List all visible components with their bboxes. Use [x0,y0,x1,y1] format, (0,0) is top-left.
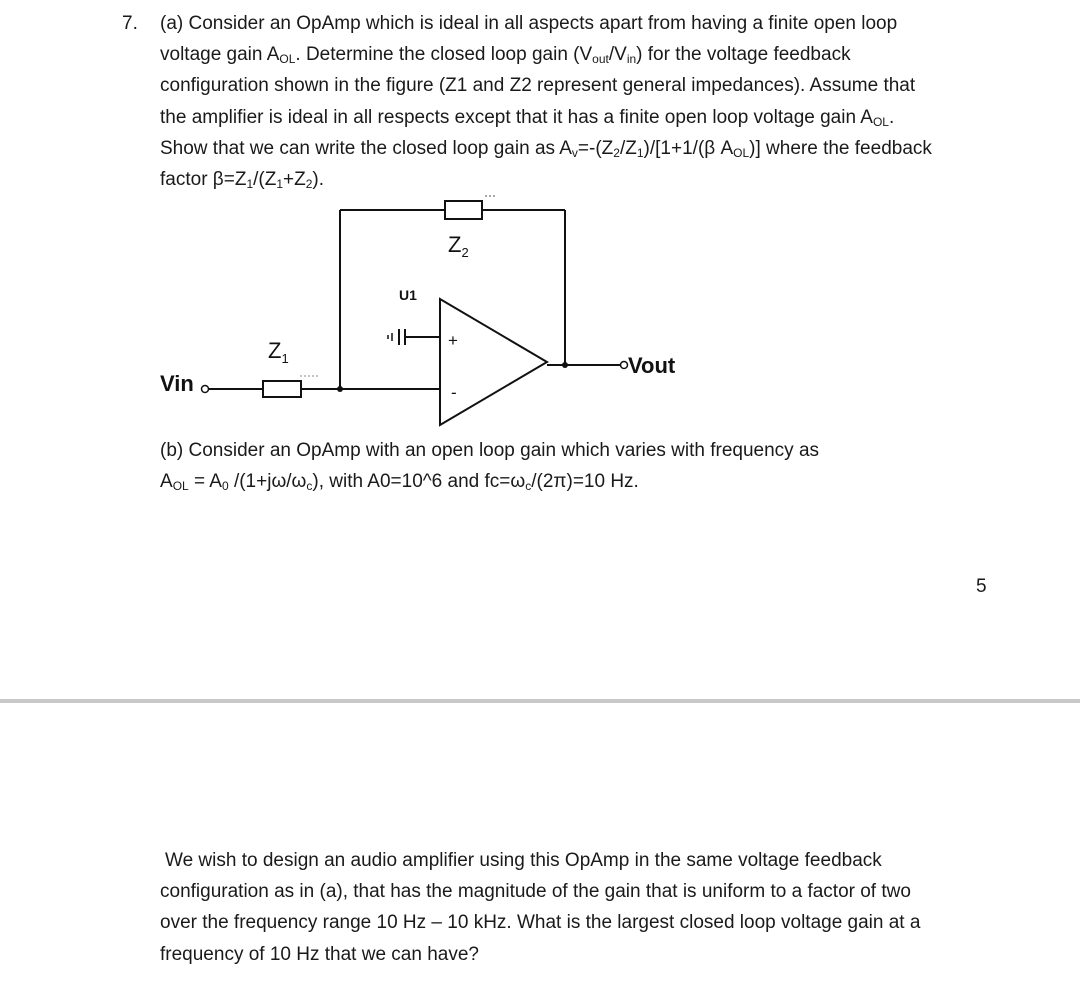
page-number: 5 [976,576,987,597]
z2-resistor [445,201,482,219]
u1-label: U1 [399,287,417,303]
part-a-line-1: (a) Consider an OpAmp which is ideal in all aspects apart from having a finite open loop [160,13,898,34]
z2-label: $Z_2$ [448,232,469,260]
part-a-line-5: Show that we can write the closed loop gain as $A_v=-(Z_2/Z_1)/[1+1/(\beta$ $A_{OL}$)] where the feedback [160,137,932,160]
part-a-line-3: configuration shown in the figure (Z1 and Z2 represent general impedances). Assume that [160,75,916,97]
part-c-line-3: over the frequency range 10 Hz – 10 kHz. What is the largest closed loop voltage gain at a [160,912,921,934]
vout-terminal [621,362,628,369]
page-divider [0,699,1080,703]
question-number: 7. [122,13,138,34]
part-a-line-2: voltage gain $A_{OL}$. Determine the closed loop gain $(V_{out}/V_{in})$ for the voltage feedback [160,44,851,67]
part-a-line-4: the amplifier is ideal in all respects except that it has a finite open loop voltage gain $A_{OL}$. [160,106,895,129]
minus-sign: - [451,383,457,402]
output-node-dot [562,362,568,368]
z1-label: $Z_1$ [268,338,289,366]
part-b-line-2: $A_{OL} = A_0$ $/(1+j\omega/\omega_c)$, with A0=10^6 and $fc=\omega_c/(2\pi)=10$ Hz. [160,471,639,494]
vin-terminal [202,386,209,393]
input-node-dot [337,386,343,392]
plus-sign: + [448,331,458,350]
vout-label: Vout [628,353,676,378]
part-c-line-4: frequency of 10 Hz that we can have? [160,943,479,965]
z1-resistor [263,381,301,397]
vin-label: Vin [160,371,194,396]
part-a-line-6: factor $\beta=Z_1/(Z_1+Z_2)$. [160,169,325,192]
part-b-text [160,435,819,497]
opamp-triangle [440,299,547,425]
part-b-line-1: (b) Consider an OpAmp with an open loop gain which varies with frequency as [160,440,820,461]
part-c-text [160,845,920,970]
part-c-line-1: We wish to design an audio amplifier using this OpAmp in the same voltage feedback [165,850,882,871]
part-c-line-2: configuration as in (a), that has the magnitude of the gain that is uniform to a factor of two [160,881,911,903]
